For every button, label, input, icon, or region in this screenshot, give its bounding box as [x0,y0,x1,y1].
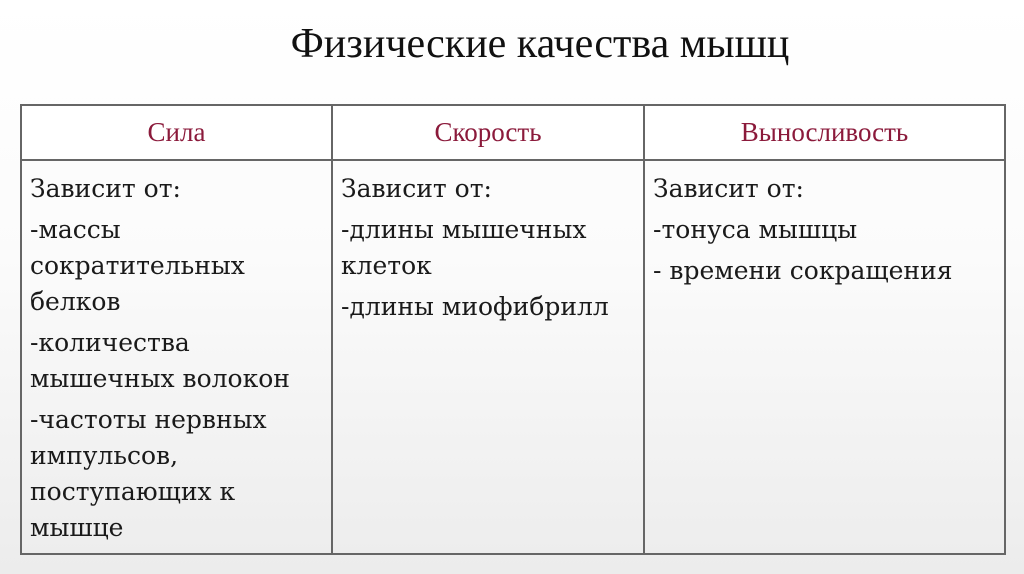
list-item-line: поступающих к [30,477,236,506]
list-item-line: -количества [30,328,190,357]
cell-speed [332,160,644,554]
cell-strength [21,160,332,554]
cell-intro: Зависит от: [341,174,492,203]
list-item-line: -тонуса мышцы [653,215,858,244]
header-endurance: Выносливость [644,105,1005,160]
list-item-line: клеток [341,251,432,280]
table-body-row [21,160,1005,554]
qualities-table [20,104,1006,555]
cell-intro: Зависит от: [653,174,804,203]
list-item-line: -длины миофибрилл [341,292,609,321]
cell-intro: Зависит от: [30,174,181,203]
list-item-line: мышечных волокон [30,364,290,393]
cell-endurance [644,160,1005,554]
list-item-line: -длины мышечных [341,215,587,244]
list-item-line: -частоты нервных [30,405,267,434]
table-header-row [21,105,1005,160]
slide-title: Физические качества мышц [290,21,790,67]
list-item-line: мышце [30,513,124,542]
list-item-line: сократительных [30,251,245,280]
list-item-line: импульсов, [30,441,179,470]
header-strength: Сила [21,105,332,160]
list-item-line: - времени сокращения [653,256,953,285]
list-item-line: белков [30,287,121,316]
list-item-line: -массы [30,215,121,244]
header-speed: Скорость [332,105,644,160]
